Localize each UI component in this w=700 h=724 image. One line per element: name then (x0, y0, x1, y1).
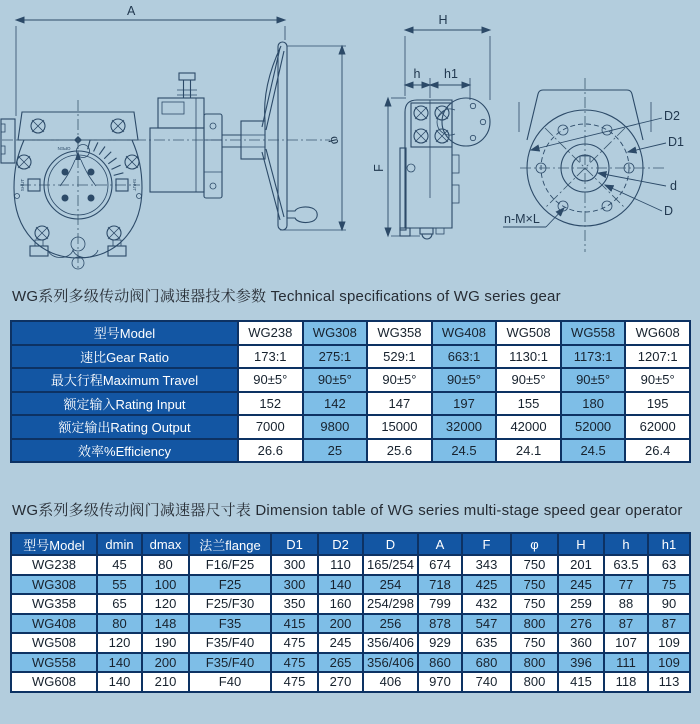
dim-cell: 740 (462, 672, 511, 692)
dim-cell: F25/F30 (189, 594, 271, 614)
spec-value-cell: 180 (561, 392, 626, 416)
dim-cell: 63.5 (604, 555, 648, 575)
spec-row-label: 速比Gear Ratio (11, 345, 238, 369)
dim-cell: 929 (418, 633, 462, 653)
spec-value-cell: 529:1 (367, 345, 432, 369)
front-view-drawing (1, 4, 346, 270)
dim-cell: 90 (648, 594, 690, 614)
spec-row-label: 额定输出Rating Output (11, 415, 238, 439)
dimension-table-body (11, 555, 690, 692)
spec-row (11, 392, 690, 416)
dim-cell: 63 (648, 555, 690, 575)
dim-header-cell: D1 (271, 533, 318, 555)
dim-cell: 109 (648, 633, 690, 653)
dim-cell: 80 (142, 555, 189, 575)
dim-cell: 111 (604, 653, 648, 673)
dimension-table-heading: WG系列多级传动阀门减速器尺寸表 Dimension table of WG series multi-stage speed gear operator (12, 502, 683, 519)
dim-label-h: h (413, 67, 421, 81)
dim-cell: 254/298 (363, 594, 418, 614)
dim-cell: WG408 (11, 614, 97, 634)
spec-value-cell: 90±5° (303, 368, 368, 392)
spec-value-cell: 152 (238, 392, 303, 416)
dim-cell: 254 (363, 575, 418, 595)
dim-cell: WG608 (11, 672, 97, 692)
dim-cell: 343 (462, 555, 511, 575)
dim-cell: 475 (271, 672, 318, 692)
dim-cell: 750 (511, 555, 558, 575)
dim-row (11, 633, 690, 653)
dim-cell: 750 (511, 633, 558, 653)
spec-model-cell: WG508 (496, 321, 561, 345)
dim-label-D2: D2 (664, 109, 680, 123)
dim-cell: WG238 (11, 555, 97, 575)
dim-header-cell: dmax (142, 533, 189, 555)
dim-cell: 674 (418, 555, 462, 575)
dim-cell: 200 (142, 653, 189, 673)
dim-header-cell: h1 (648, 533, 690, 555)
dim-cell: 878 (418, 614, 462, 634)
dim-cell: 350 (271, 594, 318, 614)
dim-cell: 635 (462, 633, 511, 653)
dim-cell: 432 (462, 594, 511, 614)
dim-cell: 87 (604, 614, 648, 634)
spec-row-label: 最大行程Maximum Travel (11, 368, 238, 392)
dim-cell: 300 (271, 575, 318, 595)
dim-cell: 120 (97, 633, 142, 653)
dim-cell: 800 (511, 614, 558, 634)
spec-model-row (11, 321, 690, 345)
dim-cell: 750 (511, 575, 558, 595)
spec-value-cell: 52000 (561, 415, 626, 439)
dim-header-cell: 法兰flange (189, 533, 271, 555)
dim-row (11, 575, 690, 595)
dim-cell: F25 (189, 575, 271, 595)
spec-row (11, 345, 690, 369)
spec-value-cell: 275:1 (303, 345, 368, 369)
dim-cell: 425 (462, 575, 511, 595)
dim-cell: 45 (97, 555, 142, 575)
dim-row (11, 672, 690, 692)
dim-label-D: D (664, 204, 674, 218)
spec-model-cell: WG408 (432, 321, 497, 345)
dim-cell: 65 (97, 594, 142, 614)
dim-header-cell: D2 (318, 533, 363, 555)
dim-header-cell: D (363, 533, 418, 555)
dim-cell: 265 (318, 653, 363, 673)
dial-shut-left-label: SHUT (20, 178, 25, 192)
dim-header-cell: dmin (97, 533, 142, 555)
spec-value-cell: 15000 (367, 415, 432, 439)
dim-label-H: H (438, 13, 448, 27)
spec-model-cell: WG238 (238, 321, 303, 345)
dim-cell: 970 (418, 672, 462, 692)
dim-cell: 270 (318, 672, 363, 692)
spec-value-cell: 173:1 (238, 345, 303, 369)
dim-cell: 800 (511, 672, 558, 692)
spec-value-cell: 195 (625, 392, 690, 416)
spec-value-cell: 663:1 (432, 345, 497, 369)
dim-cell: 87 (648, 614, 690, 634)
dim-cell: F40 (189, 672, 271, 692)
dim-cell: 276 (558, 614, 604, 634)
dim-header-cell: φ (511, 533, 558, 555)
dim-cell: 107 (604, 633, 648, 653)
spec-value-cell: 24.5 (432, 439, 497, 463)
spec-row (11, 415, 690, 439)
dim-cell: 55 (97, 575, 142, 595)
dim-cell: 800 (511, 653, 558, 673)
technical-drawings (0, 0, 700, 280)
spec-value-cell: 90±5° (432, 368, 497, 392)
spec-model-cell: WG608 (625, 321, 690, 345)
dim-cell: WG308 (11, 575, 97, 595)
dim-cell: 109 (648, 653, 690, 673)
dim-cell: 210 (142, 672, 189, 692)
dim-cell: 475 (271, 653, 318, 673)
dim-cell: 300 (271, 555, 318, 575)
dim-row (11, 555, 690, 575)
spec-value-cell: 90±5° (238, 368, 303, 392)
spec-row (11, 368, 690, 392)
dim-cell: 165/254 (363, 555, 418, 575)
dim-cell: 140 (318, 575, 363, 595)
spec-value-cell: 32000 (432, 415, 497, 439)
dim-cell: 245 (558, 575, 604, 595)
dim-cell: 256 (363, 614, 418, 634)
spec-model-cell: WG358 (367, 321, 432, 345)
dim-cell: F16/F25 (189, 555, 271, 575)
dim-cell: 356/406 (363, 653, 418, 673)
spec-value-cell: 62000 (625, 415, 690, 439)
spec-value-cell: 26.4 (625, 439, 690, 463)
spec-value-cell: 24.1 (496, 439, 561, 463)
dim-cell: 201 (558, 555, 604, 575)
dim-header-cell: F (462, 533, 511, 555)
dim-label-h1: h1 (444, 67, 458, 81)
dim-cell: 406 (363, 672, 418, 692)
dim-cell: 860 (418, 653, 462, 673)
spec-row-label: 效率%Efficiency (11, 439, 238, 463)
dim-cell: 200 (318, 614, 363, 634)
dim-cell: F35 (189, 614, 271, 634)
spec-row-label: 额定输入Rating Input (11, 392, 238, 416)
technical-spec-table (10, 320, 691, 463)
dim-header-cell: 型号Model (11, 533, 97, 555)
dimension-table (10, 532, 691, 693)
dim-row (11, 614, 690, 634)
spec-value-cell: 9800 (303, 415, 368, 439)
spec-row (11, 439, 690, 463)
dim-cell: 360 (558, 633, 604, 653)
dim-row (11, 653, 690, 673)
dim-cell: WG508 (11, 633, 97, 653)
dim-cell: 680 (462, 653, 511, 673)
dim-cell: 547 (462, 614, 511, 634)
dim-header-row (11, 533, 690, 555)
dim-cell: 259 (558, 594, 604, 614)
dim-cell: 356/406 (363, 633, 418, 653)
dim-cell: F35/F40 (189, 653, 271, 673)
bottom-view-drawing (503, 78, 684, 252)
dim-cell: 245 (318, 633, 363, 653)
dim-cell: 190 (142, 633, 189, 653)
dim-header-cell: H (558, 533, 604, 555)
dim-header-cell: A (418, 533, 462, 555)
dim-cell: 750 (511, 594, 558, 614)
dim-cell: 140 (97, 672, 142, 692)
dim-cell: 718 (418, 575, 462, 595)
dim-cell: 799 (418, 594, 462, 614)
spec-value-cell: 147 (367, 392, 432, 416)
spec-value-cell: 26.6 (238, 439, 303, 463)
spec-value-cell: 42000 (496, 415, 561, 439)
bolt-spec-label: n-M×L (504, 212, 540, 226)
dim-cell: 118 (604, 672, 648, 692)
spec-value-cell: 197 (432, 392, 497, 416)
dim-cell: 415 (558, 672, 604, 692)
dim-cell: 77 (604, 575, 648, 595)
dim-cell: 110 (318, 555, 363, 575)
dim-cell: WG558 (11, 653, 97, 673)
spec-value-cell: 90±5° (367, 368, 432, 392)
dim-cell: 415 (271, 614, 318, 634)
spec-value-cell: 90±5° (625, 368, 690, 392)
dial-shut-right-label: SHUT (132, 178, 137, 192)
spec-value-cell: 155 (496, 392, 561, 416)
spec-model-cell: WG558 (561, 321, 626, 345)
dim-cell: 100 (142, 575, 189, 595)
dim-cell: WG358 (11, 594, 97, 614)
spec-value-cell: 1130:1 (496, 345, 561, 369)
dim-cell: 75 (648, 575, 690, 595)
dim-cell: 88 (604, 594, 648, 614)
spec-value-cell: 142 (303, 392, 368, 416)
dim-cell: 80 (97, 614, 142, 634)
dim-cell: 140 (97, 653, 142, 673)
spec-value-cell: 24.5 (561, 439, 626, 463)
dimension-table-head (11, 533, 690, 555)
dim-cell: 113 (648, 672, 690, 692)
dim-cell: 120 (142, 594, 189, 614)
dim-cell: 148 (142, 614, 189, 634)
spec-model-cell: WG308 (303, 321, 368, 345)
spec-value-cell: 1173:1 (561, 345, 626, 369)
technical-spec-table-body (11, 321, 690, 462)
dim-label-d: d (670, 179, 677, 193)
dim-label-D1: D1 (668, 135, 684, 149)
spec-corner-cell: 型号Model (11, 321, 238, 345)
spec-value-cell: 90±5° (496, 368, 561, 392)
dim-header-cell: h (604, 533, 648, 555)
spec-value-cell: 25.6 (367, 439, 432, 463)
spec-value-cell: 90±5° (561, 368, 626, 392)
spec-table-heading: WG系列多级传动阀门减速器技术参数 Technical specifications of WG series gear (12, 288, 561, 305)
spec-value-cell: 7000 (238, 415, 303, 439)
dim-cell: 396 (558, 653, 604, 673)
dim-cell: 160 (318, 594, 363, 614)
side-view-drawing (372, 13, 490, 239)
dim-label-phi: φ (327, 134, 343, 146)
dim-row (11, 594, 690, 614)
dial-open-label: OPEN (57, 146, 71, 151)
dim-label-F: F (372, 164, 386, 172)
dim-cell: F35/F40 (189, 633, 271, 653)
dim-label-A: A (127, 4, 136, 18)
dim-cell: 475 (271, 633, 318, 653)
spec-value-cell: 1207:1 (625, 345, 690, 369)
spec-value-cell: 25 (303, 439, 368, 463)
